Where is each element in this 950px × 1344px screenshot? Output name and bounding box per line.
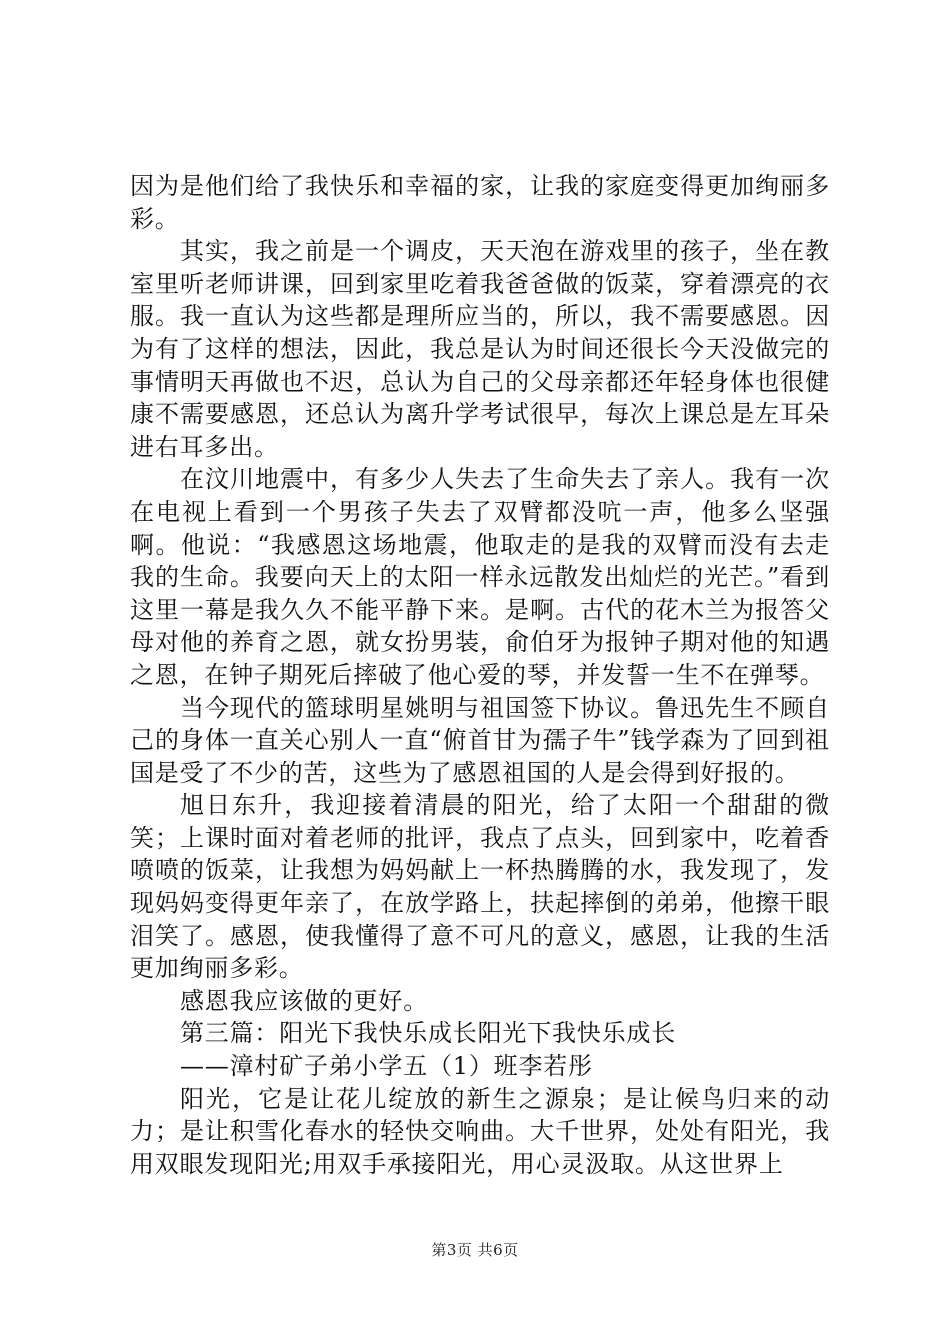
author-line: ——漳村矿子弟小学五（1）班李若彤 — [180, 1052, 593, 1081]
paragraph-sunrise: 旭日东升，我迎接着清晨的阳光，给了太阳一个甜甜的微笑；上课时面对着老师的批评，我点了点头，回到家中，吃着香喷喷的饭菜，让我想为妈妈献上一杯热腾腾的水，我发现了，发现妈妈变得更年亲了，在放学路上，扶起摔倒的弟弟，他擦干眼泪笑了。感恩，使我懂得了意不可凡的意义，感恩，让我的生活更加绚丽多彩。 — [130, 791, 830, 983]
paragraph-continuation: 因为是他们给了我快乐和幸福的家，让我的家庭变得更加绚丽多彩。 — [130, 172, 830, 233]
paragraph-conclusion: 感恩我应该做的更好。 — [180, 986, 428, 1015]
page-footer — [0, 1240, 950, 1260]
paragraph-sunshine: 阳光，它是让花儿绽放的新生之源泉；是让候鸟归来的动力；是让积雪化春水的轻快交响曲。大千世界，处处有阳光，我用双眼发现阳光;用双手承接阳光，用心灵汲取。从这世界上 — [130, 1084, 830, 1178]
body-text — [130, 170, 830, 1180]
paragraph-childhood: 其实，我之前是一个调皮，天天泡在游戏里的孩子，坐在教室里听老师讲课，回到家里吃着我爸爸做的饭菜，穿着漂亮的衣服。我一直认为这些都是理所应当的，所以，我不需要感恩。因为有了这样的想法，因此，我总是认为时间还很长今天没做完的事情明天再做也不迟，总认为自己的父母亲都还年轻身体也很健康不需要感恩，还总认为离升学考试很早，每次上课总是左耳朵进右耳多出。 — [130, 237, 830, 461]
paragraph-gratitude-country: 当今现代的篮球明星姚明与祖国签下协议。鲁迅先生不顾自己的身体一直关心别人一直“俯首甘为孺子牛”钱学森为了回到祖国是受了不少的苦，这些为了感恩祖国的人是会得到好报的。 — [130, 693, 830, 787]
section-heading: 第三篇：阳光下我快乐成长阳光下我快乐成长 — [180, 1019, 676, 1048]
page-number: 第3页 共6页 — [431, 1241, 519, 1259]
paragraph-earthquake: 在汶川地震中，有多少人失去了生命失去了亲人。我有一次在电视上看到一个男孩子失去了双臂都没吭一声，他多么坚强啊。他说：“我感恩这场地震，他取走的是我的双臂而没有去走我的生命。我要向天上的太阳一样永远散发出灿烂的光芒。”看到这里一幕是我久久不能平静下来。是啊。古代的花木兰为报答父母对他的养育之恩，就女扮男装，俞伯牙为报钟子期对他的知遇之恩，在钟子期死后摔破了他心爱的琴，并发誓一生不在弹琴。 — [130, 465, 830, 689]
